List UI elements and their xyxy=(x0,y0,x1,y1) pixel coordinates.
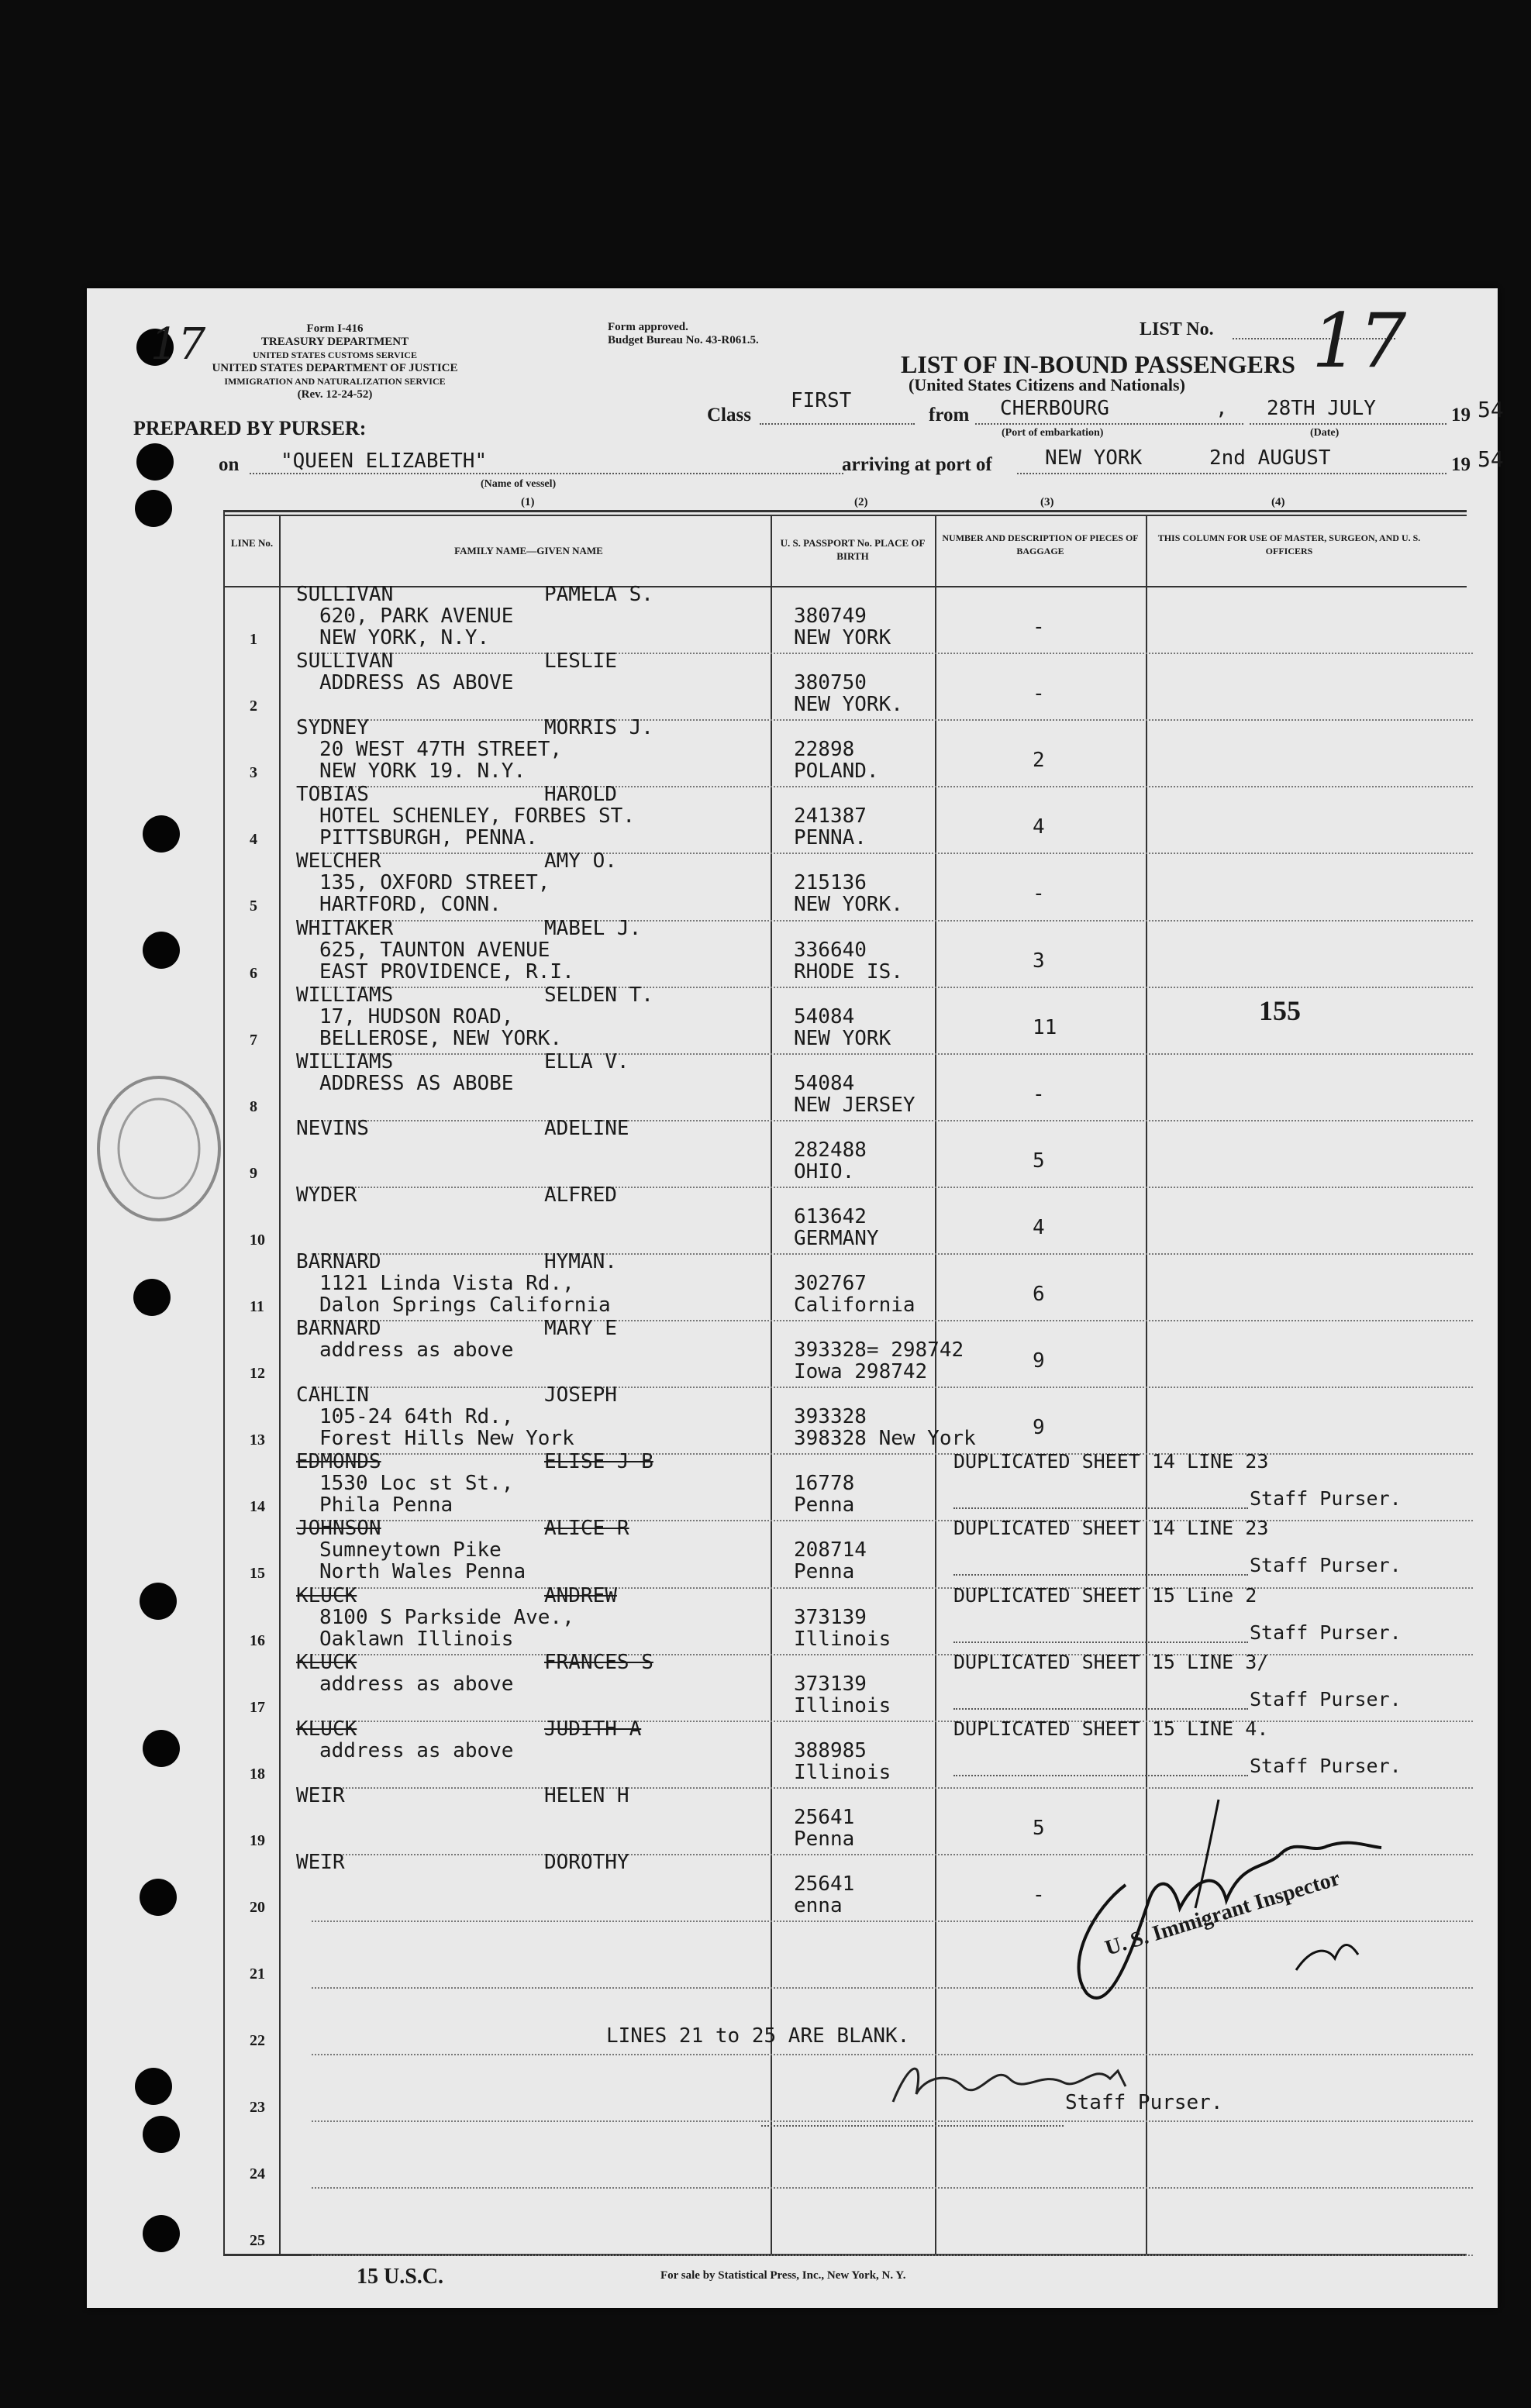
given-name: MABEL J. xyxy=(544,916,642,940)
staff-purser-note: Staff Purser. xyxy=(1250,1754,1402,1777)
family-name: EDMONDS xyxy=(296,1450,381,1474)
address-line-2: Dalon Springs California xyxy=(319,1294,611,1317)
passport-number: 25641 xyxy=(794,1805,855,1829)
baggage-count: - xyxy=(1033,682,1045,706)
address-line-1: address as above xyxy=(319,1672,514,1696)
place-of-birth: Penna xyxy=(794,1560,855,1584)
line-number: 9 xyxy=(250,1164,257,1182)
row-separator xyxy=(312,987,1473,988)
passport-number: 613642 xyxy=(794,1204,867,1228)
row-separator xyxy=(312,1187,1473,1188)
staff-purser-note: Staff Purser. xyxy=(1250,1687,1402,1710)
address-line-2: BELLEROSE, NEW YORK. xyxy=(319,1026,563,1050)
given-name: JUDITH A xyxy=(544,1717,642,1741)
line-number: 11 xyxy=(250,1298,264,1315)
from-label: from xyxy=(929,405,970,425)
family-name: SYDNEY xyxy=(296,716,369,740)
row-separator xyxy=(312,653,1473,654)
col-name: FAMILY NAME—GIVEN NAME xyxy=(454,545,603,556)
port-embarkation: CHERBOURG xyxy=(1000,397,1109,420)
col-passport: U. S. PASSPORT No. PLACE OF BIRTH xyxy=(780,537,926,562)
prepared-label: PREPARED BY PURSER: xyxy=(133,417,367,439)
family-name: KLUCK xyxy=(296,1717,357,1741)
family-name: CAHLIN xyxy=(296,1383,369,1407)
given-name: AMY O. xyxy=(544,849,617,873)
passport-number: 215136 xyxy=(794,871,867,895)
row-separator xyxy=(312,1120,1473,1121)
baggage-count: 11 xyxy=(1033,1015,1057,1039)
row-separator xyxy=(312,1520,1473,1521)
form-title: LIST OF IN-BOUND PASSENGERS xyxy=(901,350,1295,378)
punch-hole xyxy=(135,2068,172,2105)
punch-hole xyxy=(143,2215,180,2252)
baggage-count: 4 xyxy=(1033,815,1045,839)
family-name: SULLIVAN xyxy=(296,583,394,606)
row-separator xyxy=(312,2255,1473,2256)
row-separator xyxy=(312,920,1473,922)
address-line-1: 20 WEST 47TH STREET, xyxy=(319,738,563,762)
signature-line xyxy=(953,1708,1248,1710)
line-number: 23 xyxy=(250,2099,265,2117)
row-separator xyxy=(312,1387,1473,1388)
given-name: HAROLD xyxy=(544,783,617,807)
family-name: KLUCK xyxy=(296,1650,357,1674)
family-name: WILLIAMS xyxy=(296,1049,394,1073)
passport-number: 16778 xyxy=(794,1472,855,1496)
address-line-2: PITTSBURGH, PENNA. xyxy=(319,826,538,850)
signature-line xyxy=(953,1574,1248,1576)
line-number: 1 xyxy=(250,631,257,648)
baggage-count: 4 xyxy=(1033,1215,1045,1239)
list-no: 17 xyxy=(1312,298,1407,384)
staff-purser-note: Staff Purser. xyxy=(1250,1554,1402,1577)
baggage-count: 5 xyxy=(1033,1816,1045,1840)
place-of-birth: RHODE IS. xyxy=(794,959,903,984)
given-name: HELEN H xyxy=(544,1783,629,1807)
place-of-birth: Illinois xyxy=(794,1693,891,1717)
on-label: on xyxy=(219,454,240,475)
line-number: 17 xyxy=(250,1698,265,1716)
baggage-count: - xyxy=(1033,1082,1045,1106)
baggage-count: - xyxy=(1033,1883,1045,1907)
line-number: 22 xyxy=(250,2032,265,2050)
row-separator xyxy=(312,1587,1473,1589)
given-name: LESLIE xyxy=(544,649,617,673)
col-baggage: NUMBER AND DESCRIPTION OF PIECES OF BAGGAGE xyxy=(942,532,1139,556)
class-value: FIRST xyxy=(791,389,852,412)
staff-purser-note: Staff Purser. xyxy=(1250,1621,1402,1644)
address-line-1: 8100 S Parkside Ave., xyxy=(319,1605,574,1629)
line-number: 24 xyxy=(250,2165,265,2183)
departure-date: 28TH JULY xyxy=(1267,397,1376,420)
arriving-label: arriving at port of xyxy=(842,454,992,475)
given-name: SELDEN T. xyxy=(544,983,653,1007)
arrival-year: 54 xyxy=(1478,446,1504,472)
vessel-name: "QUEEN ELIZABETH" xyxy=(281,450,488,473)
officer-note: 155 xyxy=(1259,994,1301,1026)
passport-number: 25641 xyxy=(794,1872,855,1896)
place-of-birth: NEW YORK. xyxy=(794,893,903,917)
baggage-count: 9 xyxy=(1033,1416,1045,1440)
place-of-birth: 398328 New York xyxy=(794,1427,976,1451)
place-of-birth: POLAND. xyxy=(794,760,879,784)
corner-mark: 17 xyxy=(150,319,206,370)
place-of-birth: Iowa 298742 xyxy=(794,1360,928,1384)
baggage-count: - xyxy=(1033,615,1045,639)
address-line-1: Sumneytown Pike xyxy=(319,1538,502,1562)
line-number: 13 xyxy=(250,1431,265,1449)
given-name: ALICE R xyxy=(544,1517,629,1541)
line-number: 8 xyxy=(250,1097,257,1115)
passport-number: 393328= 298742 xyxy=(794,1338,964,1362)
col-line-no: LINE No. xyxy=(230,537,274,549)
punch-hole xyxy=(143,932,180,969)
passport-number: 373139 xyxy=(794,1672,867,1696)
passport-number: 393328 xyxy=(794,1405,867,1429)
form-subtitle: (United States Citizens and Nationals) xyxy=(909,375,1185,394)
address-line-1: 620, PARK AVENUE xyxy=(319,605,514,628)
given-name: HYMAN. xyxy=(544,1250,617,1273)
family-name: TOBIAS xyxy=(296,783,369,807)
passport-number: 380749 xyxy=(794,605,867,628)
address-line-1: 1121 Linda Vista Rd., xyxy=(319,1272,574,1295)
baggage-count: 6 xyxy=(1033,1283,1045,1306)
address-line-1: 17, HUDSON ROAD, xyxy=(319,1004,514,1028)
place-of-birth: Illinois xyxy=(794,1760,891,1784)
row-separator xyxy=(312,1253,1473,1255)
agency-block: Form I-416 TREASURY DEPARTMENT UNITED STATES CUSTOMS SERVICE UNITED STATES DEPARTMENT OF JUSTICE IMMIGRATION AND NATURALIZATION SERVICE (Rev. 12-24-52) xyxy=(212,322,458,401)
punch-hole xyxy=(140,1879,177,1916)
given-name: FRANCES S xyxy=(544,1650,653,1674)
arrival-date: 2nd AUGUST xyxy=(1209,446,1331,470)
purser-signature xyxy=(878,2048,1141,2125)
given-name: DOROTHY xyxy=(544,1850,629,1874)
line-number: 16 xyxy=(250,1631,265,1649)
given-name: ANDREW xyxy=(544,1583,617,1607)
family-name: JOHNSON xyxy=(296,1517,381,1541)
duplicated-note: DUPLICATED SHEET 14 LINE 23 xyxy=(953,1450,1269,1473)
baggage-count: 2 xyxy=(1033,749,1045,773)
footer-left: 15 U.S.C. xyxy=(357,2265,444,2289)
row-separator xyxy=(312,786,1473,787)
signature-line xyxy=(953,1507,1248,1509)
arrival-port: NEW YORK xyxy=(1045,446,1143,470)
class-label: Class xyxy=(707,405,751,425)
signature-line xyxy=(953,1642,1248,1643)
address-line-2: Phila Penna xyxy=(319,1493,453,1517)
line-number: 2 xyxy=(250,698,257,715)
address-line-2: Forest Hills New York xyxy=(319,1427,574,1451)
row-separator xyxy=(312,1320,1473,1321)
address-line-2: NEW YORK, N.Y. xyxy=(319,626,490,649)
passport-number: 302767 xyxy=(794,1272,867,1295)
line-number: 6 xyxy=(250,964,257,982)
address-line-2: NEW YORK 19. N.Y. xyxy=(319,760,526,784)
blank-lines-note: LINES 21 to 25 ARE BLANK. xyxy=(606,2024,910,2048)
place-of-birth: Penna xyxy=(794,1493,855,1517)
baggage-count: - xyxy=(1033,882,1045,906)
family-name: WEIR xyxy=(296,1850,345,1874)
family-name: NEVINS xyxy=(296,1116,369,1140)
place-of-birth: NEW JERSEY xyxy=(794,1093,915,1117)
line-number: 4 xyxy=(250,831,257,849)
punch-hole xyxy=(143,2116,180,2153)
baggage-count: 9 xyxy=(1033,1349,1045,1373)
given-name: MARY E xyxy=(544,1317,617,1341)
passport-number: 282488 xyxy=(794,1138,867,1162)
duplicated-note: DUPLICATED SHEET 15 LINE 4. xyxy=(953,1717,1269,1740)
passport-number: 373139 xyxy=(794,1605,867,1629)
address-line-1: HOTEL SCHENLEY, FORBES ST. xyxy=(319,804,635,829)
address-line-1: address as above xyxy=(319,1738,514,1762)
family-name: BARNARD xyxy=(296,1317,381,1341)
col-officers: THIS COLUMN FOR USE OF MASTER, SURGEON, AND U. S. OFFICERS xyxy=(1157,532,1421,556)
immigration-stamp xyxy=(93,1071,225,1226)
address-line-2: HARTFORD, CONN. xyxy=(319,893,502,917)
footer-center: For sale by Statistical Press, Inc., New York, N. Y. xyxy=(660,2269,906,2282)
list-no-label: LIST No. xyxy=(1140,319,1214,339)
passport-number: 54084 xyxy=(794,1071,855,1095)
inspector-label: U. S. Immigrant Inspector xyxy=(1102,1865,1343,1961)
family-name: WILLIAMS xyxy=(296,983,394,1007)
row-separator xyxy=(312,1787,1473,1789)
given-name: JOSEPH xyxy=(544,1383,617,1407)
line-number: 15 xyxy=(250,1565,265,1583)
passport-number: 241387 xyxy=(794,804,867,829)
line-number: 12 xyxy=(250,1365,265,1383)
given-name: MORRIS J. xyxy=(544,716,653,740)
address-line-2: Oaklawn Illinois xyxy=(319,1627,514,1651)
line-number: 25 xyxy=(250,2232,265,2250)
signature-line xyxy=(953,1775,1248,1776)
family-name: BARNARD xyxy=(296,1250,381,1273)
passport-number: 208714 xyxy=(794,1538,867,1562)
family-name: WYDER xyxy=(296,1183,357,1207)
line-number: 5 xyxy=(250,897,257,915)
line-number: 21 xyxy=(250,1965,265,1983)
line-number: 20 xyxy=(250,1898,265,1916)
row-separator xyxy=(312,1053,1473,1055)
manifest-sheet: 17 Form I-416 TREASURY DEPARTMENT UNITED STATES CUSTOMS SERVICE UNITED STATES DEPARTMENT OF JUSTICE IMMIGRATION AND NATURALIZATION SERVICE (Rev. 12-24-52) Form approved. Budget Bureau No. 43-R061.5. LIST No. 17 LIST OF IN-BOUND PASSENGERS (United States Citizens and Nationals) PREPARED BY PURSER: Class FIRST from CHERBOURG (Port of embarkation) , 28TH JULY (Date) 19 54 on "QUEEN ELIZABETH" (Name of vessel) arriving at port of NEW YORK 2nd AUGUST 19 54 (1) (2) (3) (4) LINE No. FAMILY NAME—GIVEN NAME U. S. PASSPORT No. PLACE OF BIRTH NUMBER AND DESCRIPTION OF PIECES OF BAGGAGE THIS COLUMN FOR USE OF MASTER, SURGEON, AND U. S. OFFICERS 1 SULLIVAN PAMELA S. 620, PARK AVENUE NEW YORK, N.Y. 380749 NEW YORK - 2 SULLIVAN LESLIE ADDRESS AS ABOVE 380750 NEW YORK. - 3 SYDNEY MORRIS J. 20 WEST 47TH STREET, NEW YORK 19. N.Y. 22898 POLAND. 2 4 TOBIAS HAROLD HOTEL SCHENLEY, FORBES ST. PITTSBURGH, PENNA. 241387 PENNA. 4 5 WELCHER AMY O. 135, OXFORD STREET, HARTFORD, CONN. 215136 NEW YORK. - 6 WHITAKER MABEL J. 625, TAUNTON AVENUE EAST PROVIDENCE, R.I. 336640 RHODE IS. 3 7 WILLIAMS SELDEN T. 17, HUDSON ROAD, BELLEROSE, NEW YORK. 54084 NEW YORK 11 155 8 WILLIAMS ELLA V. ADDRESS AS ABOBE 54084 NEW JERSEY - 9 NEVINS ADELINE 282488 OHIO. 5 10 WYDER ALFRED 613642 GERMANY 4 11 BARNARD HYMAN. 1121 Linda Vista Rd., Dalon Springs California 302767 California 6 12 BARNARD MARY E address as above 393328= 298742 Iowa 298742 9 13 CAHLIN JOSEPH 105-24 64th Rd., Forest Hills New York 393328 398328 New York 9 14 EDMONDS ELISE J B 1530 Loc st St., Phila Penna 16778 Penna DUPLICATED SHEET 14 LINE 23 Staff Purser. 15 JOHNSON ALICE R Sumneytown Pike North Wales Penna 208714 Penna DUPLICATED SHEET 14 LINE 23 Staff Purser. 16 KLUCK ANDREW 8100 S Parkside Ave., Oaklawn Illinois 373139 Illinois DUPLICATED SHEET 15 Line 2 Staff Purser. 17 KLUCK FRANCES S address as above 373139 Illinois DUPLICATED SHEET 15 LINE 3/ Staff Purser. 18 KLUCK JUDITH A address as above 388985 Illinois DUPLICATED SHEET 15 LINE 4. Staff Purser. 19 WEIR HELEN H 25641 Penna 5 20 WEIR DOROTHY 25641 enna - 21 22 23 24 25 LINES 21 to 25 ARE BLANK. Staff Purser. U. S. Immigrant Inspector 15 U.S.C. For sale by Statistical Press, Inc., New York, N. Y. xyxy=(87,288,1498,2308)
approval-note: Form approved. Budget Bureau No. 43-R061.5. xyxy=(608,321,759,346)
family-name: WELCHER xyxy=(296,849,381,873)
passport-number: 22898 xyxy=(794,738,855,762)
given-name: ELLA V. xyxy=(544,1049,629,1073)
baggage-count: 5 xyxy=(1033,1149,1045,1173)
duplicated-note: DUPLICATED SHEET 15 LINE 3/ xyxy=(953,1650,1269,1673)
line-number: 10 xyxy=(250,1231,265,1249)
row-separator xyxy=(312,2187,1473,2189)
punch-hole xyxy=(143,1730,180,1767)
punch-hole xyxy=(133,1279,171,1316)
row-separator xyxy=(312,853,1473,854)
given-name: PAMELA S. xyxy=(544,583,653,606)
row-separator xyxy=(312,1721,1473,1722)
place-of-birth: GERMANY xyxy=(794,1226,879,1250)
line-number: 3 xyxy=(250,764,257,782)
punch-hole xyxy=(135,490,172,527)
place-of-birth: NEW YORK xyxy=(794,626,891,649)
line-number: 7 xyxy=(250,1031,257,1049)
duplicated-note: DUPLICATED SHEET 14 LINE 23 xyxy=(953,1517,1269,1540)
place-of-birth: enna xyxy=(794,1893,843,1917)
family-name: SULLIVAN xyxy=(296,649,394,673)
address-line-2: EAST PROVIDENCE, R.I. xyxy=(319,959,574,984)
staff-purser-label: Staff Purser. xyxy=(1065,2091,1223,2114)
family-name: WEIR xyxy=(296,1783,345,1807)
address-line-1: address as above xyxy=(319,1338,514,1362)
address-line-1: 625, TAUNTON AVENUE xyxy=(319,938,550,962)
address-line-1: 135, OXFORD STREET, xyxy=(319,871,550,895)
place-of-birth: NEW YORK. xyxy=(794,693,903,717)
passport-number: 380750 xyxy=(794,671,867,695)
departure-year: 54 xyxy=(1478,397,1504,422)
address-line-2: North Wales Penna xyxy=(319,1560,526,1584)
given-name: ADELINE xyxy=(544,1116,629,1140)
address-line-1: 1530 Loc st St., xyxy=(319,1472,514,1496)
line-number: 14 xyxy=(250,1498,265,1516)
place-of-birth: California xyxy=(794,1294,915,1317)
given-name: ALFRED xyxy=(544,1183,617,1207)
family-name: WHITAKER xyxy=(296,916,394,940)
passport-number: 336640 xyxy=(794,938,867,962)
passport-number: 388985 xyxy=(794,1738,867,1762)
given-name: ELISE J B xyxy=(544,1450,653,1474)
row-separator xyxy=(312,719,1473,721)
passport-number: 54084 xyxy=(794,1004,855,1028)
place-of-birth: Penna xyxy=(794,1827,855,1851)
staff-purser-note: Staff Purser. xyxy=(1250,1487,1402,1511)
place-of-birth: PENNA. xyxy=(794,826,867,850)
place-of-birth: Illinois xyxy=(794,1627,891,1651)
baggage-count: 3 xyxy=(1033,949,1045,973)
row-separator xyxy=(312,1453,1473,1455)
family-name: KLUCK xyxy=(296,1583,357,1607)
duplicated-note: DUPLICATED SHEET 15 Line 2 xyxy=(953,1583,1257,1607)
line-number: 19 xyxy=(250,1831,265,1849)
line-number: 18 xyxy=(250,1765,265,1783)
punch-hole xyxy=(140,1583,177,1620)
place-of-birth: NEW YORK xyxy=(794,1026,891,1050)
row-separator xyxy=(312,1654,1473,1655)
address-line-1: ADDRESS AS ABOVE xyxy=(319,671,514,695)
address-line-1: 105-24 64th Rd., xyxy=(319,1405,514,1429)
address-line-1: ADDRESS AS ABOBE xyxy=(319,1071,514,1095)
place-of-birth: OHIO. xyxy=(794,1159,855,1183)
punch-hole xyxy=(136,443,174,481)
punch-hole xyxy=(143,815,180,853)
